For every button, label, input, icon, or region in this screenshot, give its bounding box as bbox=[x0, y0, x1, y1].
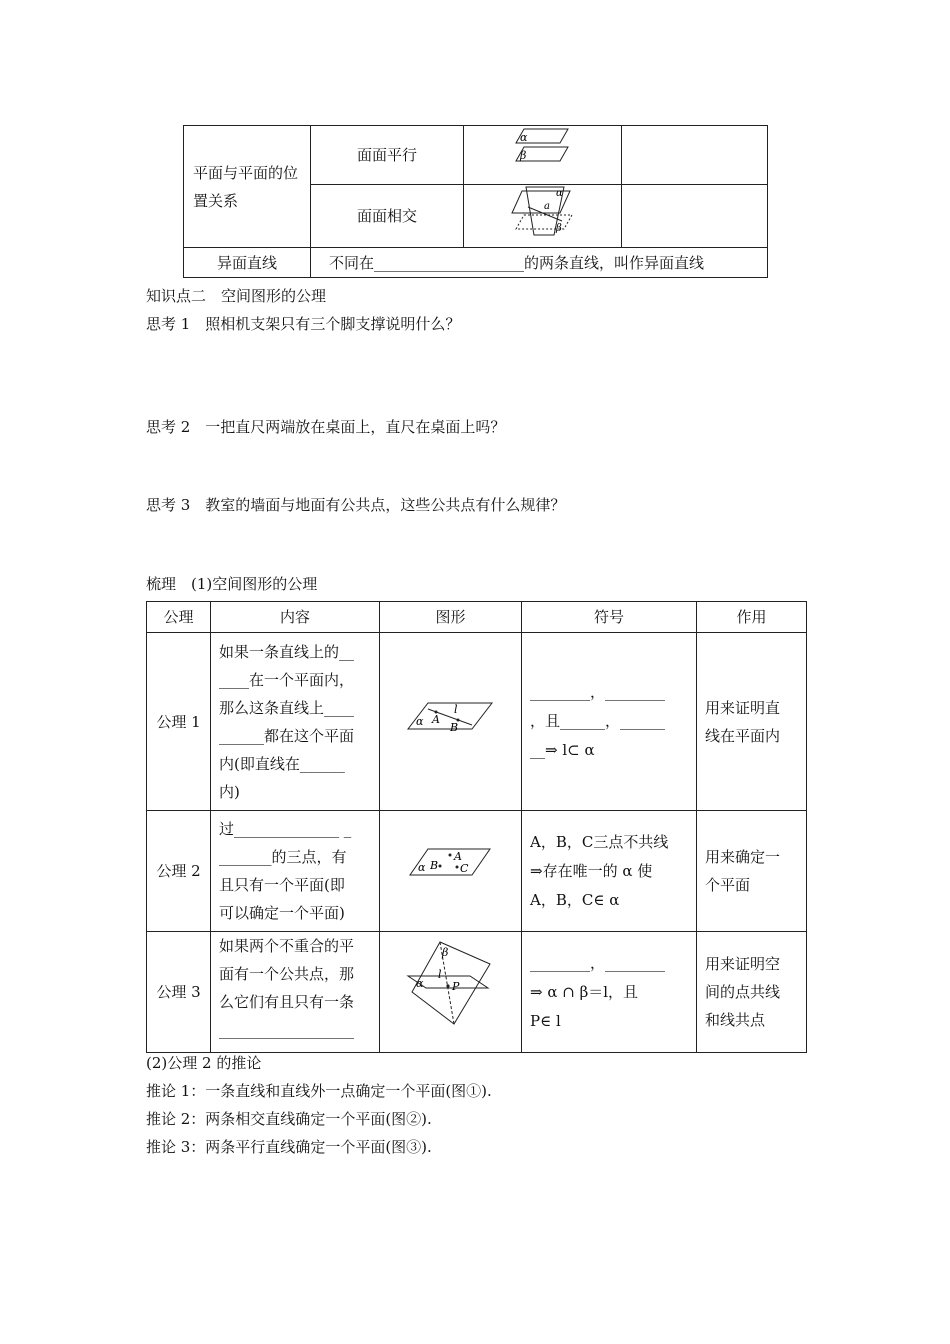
header-use: 作用 bbox=[697, 602, 807, 633]
header-figure: 图形 bbox=[380, 602, 522, 633]
axiom-2-use: 用来确定一 个平面 bbox=[697, 811, 807, 932]
axiom-3-use: 用来证明空 间的点共线 和线共点 bbox=[697, 932, 807, 1053]
intersecting-planes-figure-cell bbox=[464, 185, 622, 248]
axiom-2-name: 公理 2 bbox=[147, 811, 211, 932]
beta-label: β bbox=[556, 223, 562, 234]
axiom-2-symbol: A，B，C三点不共线 ⇒存在唯一的 α 使 A，B，C∈ α bbox=[522, 811, 697, 932]
intersect-empty-cell bbox=[622, 185, 768, 248]
B-label: B bbox=[430, 859, 439, 872]
parallel-planes-figure-cell bbox=[464, 126, 622, 185]
P-label: P bbox=[452, 980, 460, 993]
summary-heading: 梳理 (1)空间图形的公理 bbox=[146, 575, 318, 593]
beta-label: β bbox=[442, 946, 449, 959]
think-3: 思考 3 教室的墙面与地面有公共点，这些公共点有什么规律？ bbox=[146, 496, 566, 514]
A-label: A bbox=[454, 850, 462, 863]
row-intersect-name: 面面相交 bbox=[311, 185, 464, 248]
l-label: l bbox=[454, 703, 458, 716]
knowledge-point-heading: 知识点二 空间图形的公理 bbox=[146, 287, 327, 305]
axiom-3-symbol: ________，________ ⇒ α ∩ β＝l，且 P∈ l bbox=[522, 932, 697, 1053]
axiom-1-name: 公理 1 bbox=[147, 633, 211, 811]
a-label: a bbox=[544, 201, 550, 212]
axiom-1-use: 用来证明直 线在平面内 bbox=[697, 633, 807, 811]
axioms-table bbox=[146, 601, 807, 1053]
table-row bbox=[147, 932, 807, 1053]
axiom-3-figure bbox=[380, 932, 522, 1043]
axiom-3-figure-cell bbox=[380, 932, 522, 1053]
C-label: C bbox=[460, 862, 469, 875]
alpha-label: α bbox=[418, 861, 426, 874]
table-row bbox=[147, 811, 807, 932]
alpha-label: α bbox=[416, 715, 424, 728]
header-symbol: 符号 bbox=[522, 602, 697, 633]
skew-lines-label: 异面直线 bbox=[184, 248, 311, 278]
parallel-empty-cell bbox=[622, 126, 768, 185]
think-2: 思考 2 一把直尺两端放在桌面上，直尺在桌面上吗？ bbox=[146, 418, 506, 436]
axiom-3-content: 如果两个不重合的平 面有一个公共点，那 么它们有且只有一条 __________________ bbox=[211, 932, 380, 1053]
axiom-1-content: 如果一条直线上的__ ____在一个平面内， 那么这条直线上____ ______都在这个平面 内(即直线在______ 内) bbox=[211, 633, 380, 811]
axiom-2-content: 过______________ _ _______的三点，有 且只有一个平面(即 可以确定一个平面) bbox=[211, 811, 380, 932]
alpha-label: α bbox=[520, 131, 528, 144]
plane-plane-label: 平面与平面的位置关系 bbox=[193, 163, 299, 210]
think-1: 思考 1 照相机支架只有三个脚支撑说明什么？ bbox=[146, 315, 461, 333]
table-row bbox=[147, 633, 807, 811]
axiom-3-name: 公理 3 bbox=[147, 932, 211, 1053]
corollary-3: 推论 3：两条平行直线确定一个平面(图③). bbox=[146, 1138, 432, 1156]
skew-lines-definition: 不同在____________________的两条直线，叫作异面直线 bbox=[311, 248, 768, 278]
axiom-1-figure-cell bbox=[380, 633, 522, 811]
beta-label: β bbox=[520, 149, 527, 162]
corollary-heading: (2)公理 2 的推论 bbox=[146, 1054, 262, 1072]
l-label: l bbox=[438, 968, 442, 981]
A-label: A bbox=[432, 713, 440, 726]
plane-plane-label-cell bbox=[184, 126, 311, 248]
header-content: 内容 bbox=[211, 602, 380, 633]
corollary-2: 推论 2：两条相交直线确定一个平面(图②). bbox=[146, 1110, 432, 1128]
parallel-planes-figure bbox=[464, 126, 622, 175]
row-parallel-name: 面面平行 bbox=[311, 126, 464, 185]
B-label: B bbox=[450, 721, 459, 734]
plane-relations-table bbox=[183, 125, 768, 278]
axiom-2-figure-cell bbox=[380, 811, 522, 932]
axiom-1-symbol: ________，________ ，且______，______ __⇒ l⊂ α bbox=[522, 633, 697, 811]
axiom-1-figure bbox=[380, 633, 522, 801]
axiom-2-figure bbox=[380, 811, 522, 922]
alpha-label: α bbox=[556, 188, 563, 199]
corollary-1: 推论 1：一条直线和直线外一点确定一个平面(图①). bbox=[146, 1082, 492, 1100]
alpha-label: α bbox=[416, 977, 424, 990]
header-axiom: 公理 bbox=[147, 602, 211, 633]
intersecting-planes-figure bbox=[464, 185, 622, 238]
